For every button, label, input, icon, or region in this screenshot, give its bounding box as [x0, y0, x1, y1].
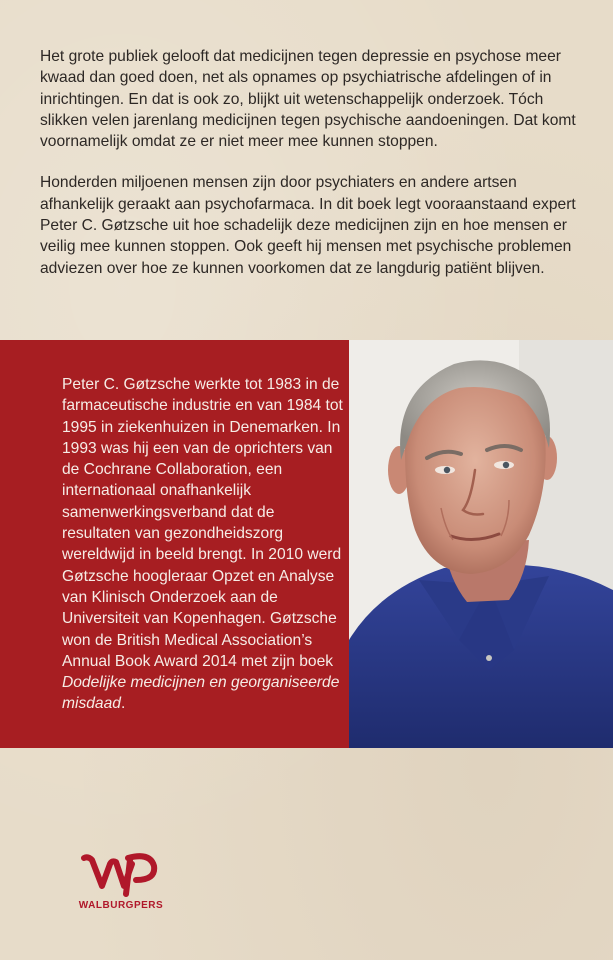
cover-blurb: [40, 46, 580, 299]
author-portrait-illustration: [349, 340, 613, 748]
author-bio-end: .: [120, 695, 126, 713]
publisher-logo: [78, 850, 164, 920]
blurb-paragraph-1: Het grote publiek gelooft dat medicijnen tegen depressie en psychose meer kwaad dan goed doen, net als opnames op psychiatrische afdelingen of in inrichtingen. En dat is ook zo, blijkt uit wetenschappelijk onderzoek. Tóch slikken velen jarenlang medicijnen tegen psychische aandoeningen. Dat komt voornamelijk omdat ze er niet meer mee kunnen stoppen.: [40, 48, 576, 151]
walburgpers-mark-icon: [78, 850, 164, 900]
author-bio: [62, 374, 347, 715]
author-photo: [349, 340, 613, 748]
author-bio-text: Peter C. Gøtzsche werkte tot 1983 in de farmaceutische industrie en van 1984 tot 1995 in ziekenhuizen in Denemarken. In 1993 was hij een van de oprichters van de Cochrane Collaboration, een internationaal onafhankelijk samenwerkingsverband dat de resultaten van gezondheidszorg wereldwijd in beeld brengt. In 2010 werd Gøtzsche hoogleraar Opzet en Analyse van Klinisch Onderzoek aan de Universiteit van Kopenhagen. Gøtzsche won de British Medical Association’s Annual Book Award 2014 met zijn boek: [62, 376, 343, 670]
author-bio-panel: [0, 340, 349, 748]
author-band: [0, 340, 613, 748]
publisher-name: WALBURGPERS: [78, 900, 164, 911]
blurb-paragraph-2: Honderden miljoenen mensen zijn door psychiaters en andere artsen afhankelijk geraakt aan psychofarmaca. In dit boek legt vooraanstaand expert Peter C. Gøtzsche uit hoe schadelijk deze medicijnen zijn en hoe mensen er veilig mee kunnen stoppen. Ook geeft hij mensen met psychische problemen adviezen over hoe ze kunnen voorkomen dat ze langdurig patiënt blijven.: [40, 174, 576, 277]
author-book-title: Dodelijke medicijnen en georganiseerde misdaad: [62, 674, 340, 713]
